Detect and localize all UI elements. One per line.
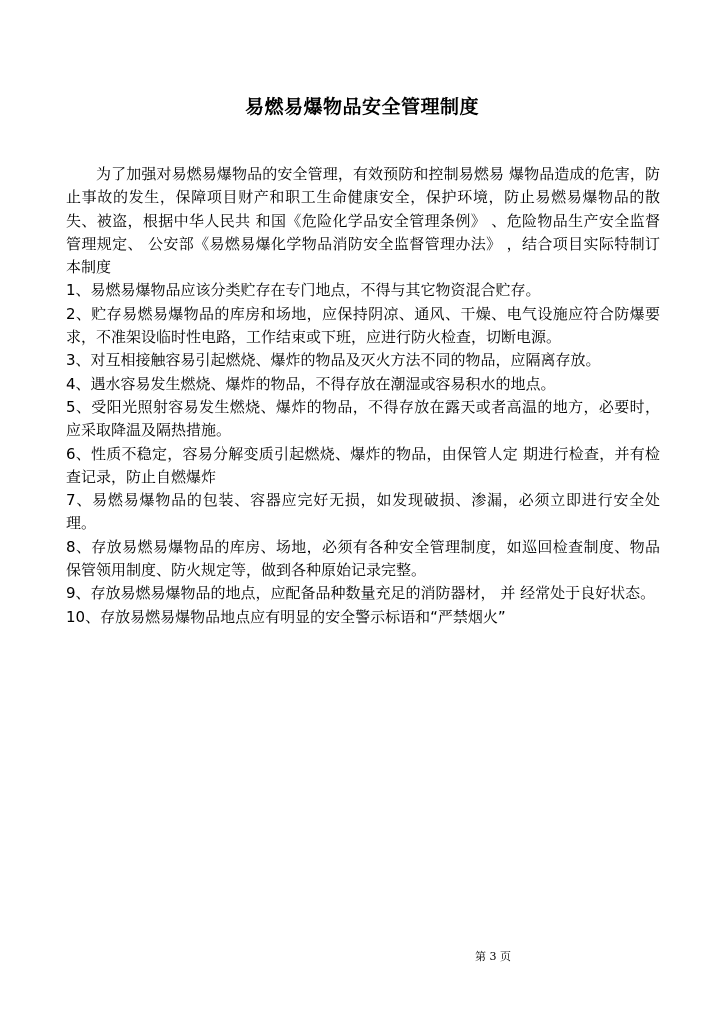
- page-title: 易燃易爆物品安全管理制度: [244, 96, 479, 118]
- rule-item-7: 7、易燃易爆物品的包装、容器应完好无损，如发现破损、渗漏，必须立即进行安全处理。: [66, 491, 660, 533]
- rule-item-2: 2、贮存易燃易爆物品的库房和场地，应保持阴凉、通风、干燥、电气设施应符合防爆要求，不准架设临时性电路，工作结束或下班，应进行防火检查，切断电源。: [66, 304, 660, 347]
- page-number: 第 3 页: [475, 950, 511, 963]
- intro-paragraph: 为了加强对易燃易爆物品的安全管理，有效预防和控制易燃易 爆物品造成的危害，防止事故的发生，保障项目财产和职工生命健康安全，保护环境，防止易燃易爆物品的散失、被盗，根据中华人民共 和国《危险化学品安全管理条例》 、危险物品生产安全监督管理规定、 公安部《易燃易爆化学物品消防安全监督管理办法》 ，结合项目实际特制订本制度: [66, 165, 660, 277]
- rule-item-4: 4、遇水容易发生燃烧、爆炸的物品，不得存放在潮湿或容易积水的地点。: [66, 374, 556, 393]
- rule-item-8: 8、存放易燃易爆物品的库房、场地，必须有各种安全管理制度，如巡回检查制度、物品保管领用制度、防火规定等，做到各种原始记录完整。: [66, 537, 660, 580]
- rule-item-3: 3、对互相接触容易引起燃烧、爆炸的物品及灭火方法不同的物品，应隔离存放。: [66, 351, 601, 370]
- rule-item-10: 10、存放易燃易爆物品地点应有明显的安全警示标语和“严禁烟火”: [66, 607, 506, 626]
- rule-item-6: 6、性质不稳定，容易分解变质引起燃烧、爆炸的物品，由保管人定 期进行检查，并有检查记录，防止自燃爆炸: [66, 444, 660, 486]
- rule-item-9: 9、存放易燃易爆物品的地点，应配备品种数量充足的消防器材， 并 经常处于良好状态。: [66, 584, 656, 603]
- document-body: [66, 163, 660, 629]
- rule-item-1: 1、易燃易爆物品应该分类贮存在专门地点，不得与其它物资混合贮存。: [66, 281, 541, 300]
- rule-item-5: 5、受阳光照射容易发生燃烧、爆炸的物品，不得存放在露天或者高温的地方，必要时，应采取降温及隔热措施。: [66, 397, 660, 440]
